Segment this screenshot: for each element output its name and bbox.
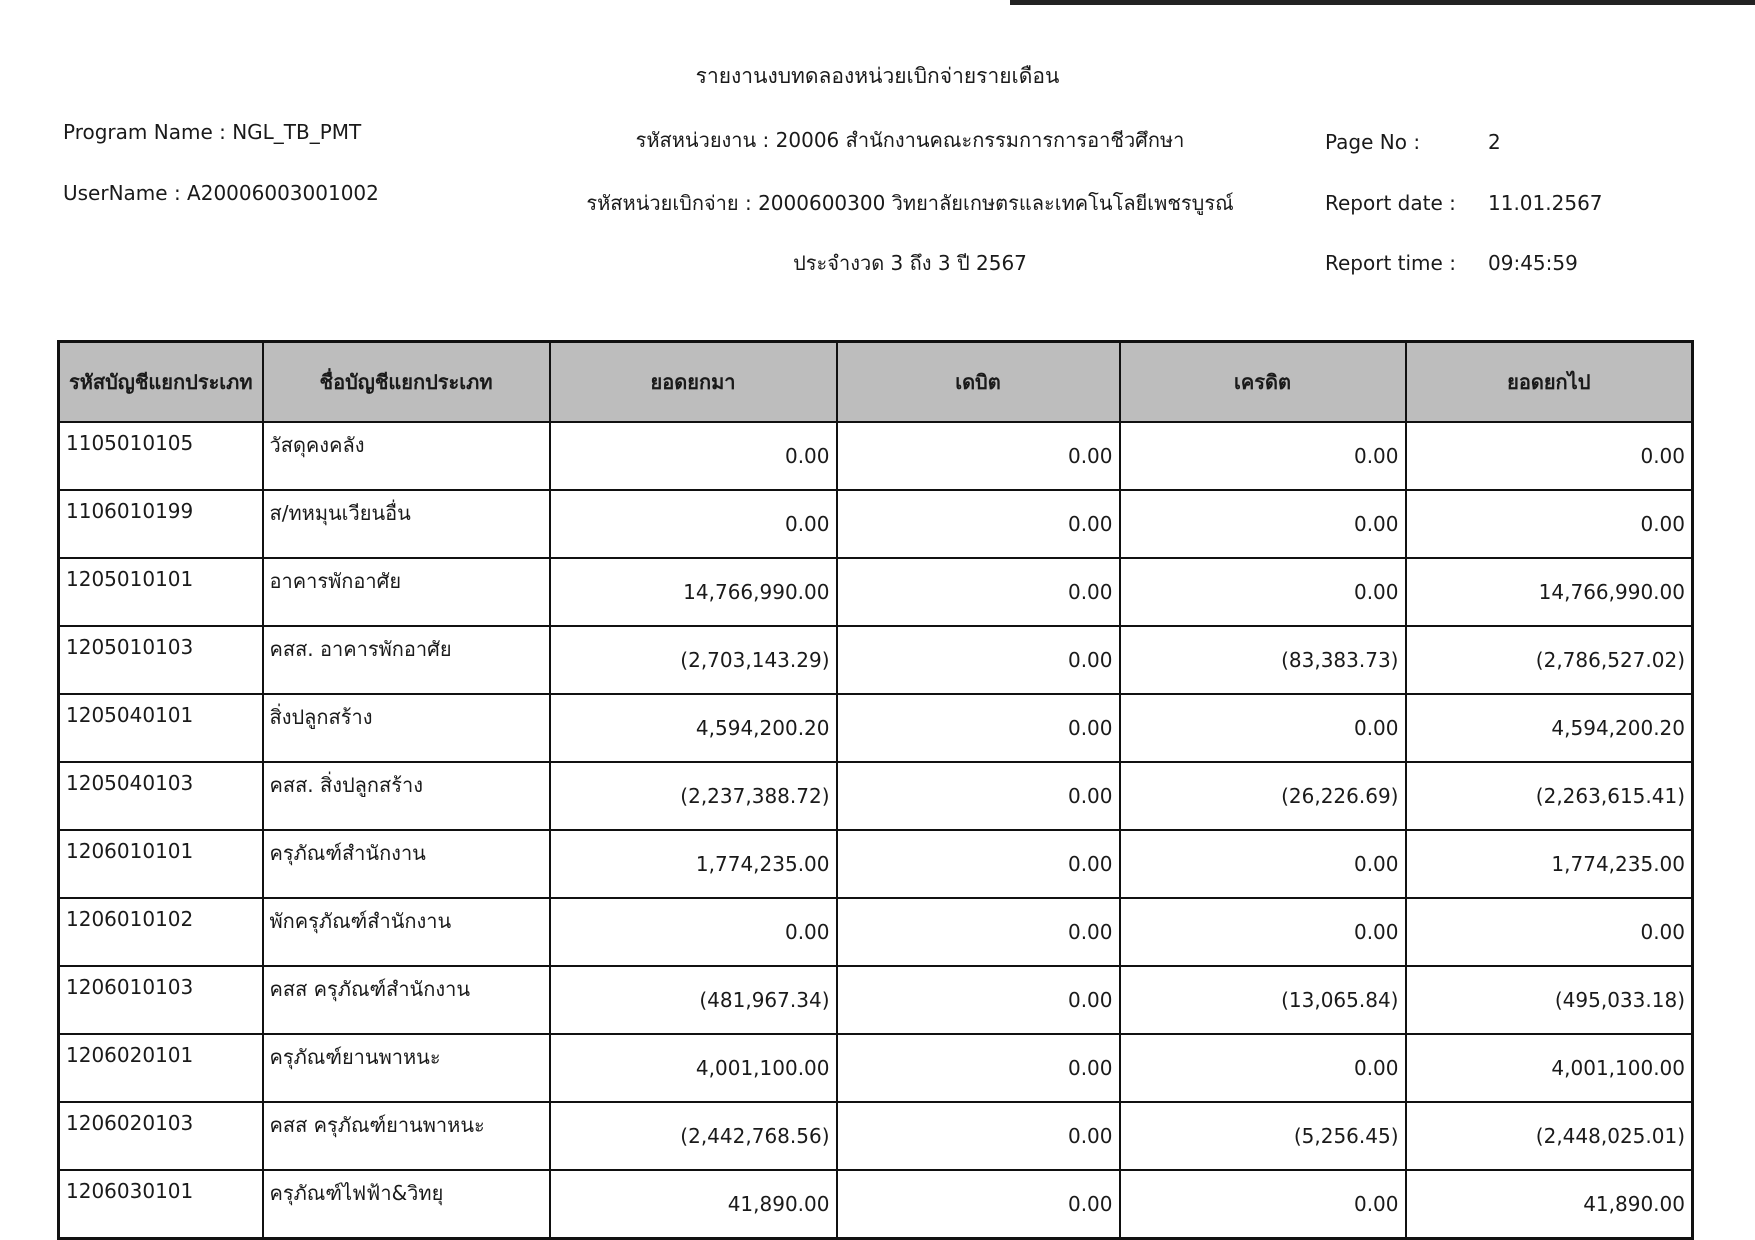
cell-debit: 0.00 <box>837 898 1120 966</box>
table-row <box>59 694 1693 762</box>
cell-brought-forward: 14,766,990.00 <box>550 558 837 626</box>
cell-debit: 0.00 <box>837 762 1120 830</box>
cell-account-name: คสส ครุภัณฑ์สำนักงาน <box>263 966 550 1034</box>
report-date-label: Report date : <box>1325 191 1456 215</box>
cell-account-code: 1105010105 <box>59 422 263 490</box>
cell-credit: 0.00 <box>1120 422 1406 490</box>
cell-account-code: 1206020101 <box>59 1034 263 1102</box>
cell-carried-forward: 0.00 <box>1406 490 1693 558</box>
report-time-value: 09:45:59 <box>1488 251 1578 275</box>
table-row <box>59 422 1693 490</box>
unit-code: รหัสหน่วยงาน : 20006 สำนักงานคณะกรรมการการอาชีวศึกษา <box>635 128 1185 152</box>
header-credit: เครดิต <box>1120 342 1406 423</box>
cell-account-code: 1106010199 <box>59 490 263 558</box>
cell-carried-forward: (2,263,615.41) <box>1406 762 1693 830</box>
disbursing-unit: รหัสหน่วยเบิกจ่าย : 2000600300 วิทยาลัยเกษตรและเทคโนโลยีเพชรบูรณ์ <box>586 191 1234 215</box>
cell-credit: (5,256.45) <box>1120 1102 1406 1170</box>
cell-carried-forward: 4,001,100.00 <box>1406 1034 1693 1102</box>
cell-credit: 0.00 <box>1120 830 1406 898</box>
cell-credit: (83,383.73) <box>1120 626 1406 694</box>
cell-account-name: อาคารพักอาศัย <box>263 558 550 626</box>
cell-debit: 0.00 <box>837 422 1120 490</box>
cell-carried-forward: 0.00 <box>1406 422 1693 490</box>
table-row <box>59 966 1693 1034</box>
cell-brought-forward: 0.00 <box>550 422 837 490</box>
cell-credit: 0.00 <box>1120 558 1406 626</box>
cell-brought-forward: (2,237,388.72) <box>550 762 837 830</box>
cell-carried-forward: (2,786,527.02) <box>1406 626 1693 694</box>
cell-account-code: 1205010103 <box>59 626 263 694</box>
cell-credit: (26,226.69) <box>1120 762 1406 830</box>
cell-brought-forward: 0.00 <box>550 898 837 966</box>
table-row <box>59 558 1693 626</box>
header-brought-forward: ยอดยกมา <box>550 342 837 423</box>
table-row <box>59 830 1693 898</box>
report-date-value: 11.01.2567 <box>1488 191 1603 215</box>
cell-credit: 0.00 <box>1120 694 1406 762</box>
cell-debit: 0.00 <box>837 1034 1120 1102</box>
cell-debit: 0.00 <box>837 558 1120 626</box>
cell-account-name: พักครุภัณฑ์สำนักงาน <box>263 898 550 966</box>
cell-brought-forward: (2,703,143.29) <box>550 626 837 694</box>
header-carried-forward: ยอดยกไป <box>1406 342 1693 423</box>
table-row <box>59 1170 1693 1239</box>
cell-account-code: 1206020103 <box>59 1102 263 1170</box>
cell-account-name: ครุภัณฑ์ยานพาหนะ <box>263 1034 550 1102</box>
cell-carried-forward: 41,890.00 <box>1406 1170 1693 1239</box>
table-row <box>59 1034 1693 1102</box>
cell-account-name: ครุภัณฑ์ไฟฟ้า&วิทยุ <box>263 1170 550 1239</box>
table-row <box>59 1102 1693 1170</box>
cell-account-name: คสส. สิ่งปลูกสร้าง <box>263 762 550 830</box>
cell-credit: 0.00 <box>1120 1170 1406 1239</box>
cell-credit: (13,065.84) <box>1120 966 1406 1034</box>
cell-debit: 0.00 <box>837 694 1120 762</box>
cell-account-code: 1205040103 <box>59 762 263 830</box>
report-title: รายงานงบทดลองหน่วยเบิกจ่ายรายเดือน <box>695 64 1060 88</box>
cell-credit: 0.00 <box>1120 490 1406 558</box>
cell-carried-forward: (2,448,025.01) <box>1406 1102 1693 1170</box>
cell-carried-forward: 14,766,990.00 <box>1406 558 1693 626</box>
cell-credit: 0.00 <box>1120 1034 1406 1102</box>
program-name: Program Name : NGL_TB_PMT <box>63 120 362 144</box>
cell-debit: 0.00 <box>837 830 1120 898</box>
cell-account-name: ครุภัณฑ์สำนักงาน <box>263 830 550 898</box>
cell-brought-forward: (481,967.34) <box>550 966 837 1034</box>
cell-brought-forward: 4,001,100.00 <box>550 1034 837 1102</box>
cell-debit: 0.00 <box>837 966 1120 1034</box>
cell-account-name: คสส. อาคารพักอาศัย <box>263 626 550 694</box>
cell-account-name: ส/ทหมุนเวียนอื่น <box>263 490 550 558</box>
table-row <box>59 898 1693 966</box>
header-account-name: ชื่อบัญชีแยกประเภท <box>263 342 550 423</box>
table-row <box>59 762 1693 830</box>
cell-carried-forward: (495,033.18) <box>1406 966 1693 1034</box>
report-time-label: Report time : <box>1325 251 1456 275</box>
cell-carried-forward: 0.00 <box>1406 898 1693 966</box>
trial-balance-table <box>57 340 1694 1240</box>
cell-debit: 0.00 <box>837 1102 1120 1170</box>
cell-account-code: 1206010103 <box>59 966 263 1034</box>
cell-debit: 0.00 <box>837 626 1120 694</box>
table-row <box>59 626 1693 694</box>
cell-account-code: 1206010102 <box>59 898 263 966</box>
cell-account-name: สิ่งปลูกสร้าง <box>263 694 550 762</box>
cell-carried-forward: 1,774,235.00 <box>1406 830 1693 898</box>
table-header-row <box>59 342 1693 423</box>
cell-account-code: 1205010101 <box>59 558 263 626</box>
cell-debit: 0.00 <box>837 490 1120 558</box>
cell-credit: 0.00 <box>1120 898 1406 966</box>
cell-account-name: คสส ครุภัณฑ์ยานพาหนะ <box>263 1102 550 1170</box>
cell-account-code: 1206010101 <box>59 830 263 898</box>
cell-brought-forward: 0.00 <box>550 490 837 558</box>
cell-brought-forward: 41,890.00 <box>550 1170 837 1239</box>
cell-brought-forward: 1,774,235.00 <box>550 830 837 898</box>
table-row <box>59 490 1693 558</box>
top-border-line <box>1010 0 1755 5</box>
user-name: UserName : A20006003001002 <box>63 181 379 205</box>
cell-brought-forward: (2,442,768.56) <box>550 1102 837 1170</box>
page-no-label: Page No : <box>1325 130 1421 154</box>
header-account-code: รหัสบัญชีแยกประเภท <box>59 342 263 423</box>
cell-account-name: วัสดุคงคลัง <box>263 422 550 490</box>
cell-account-code: 1206030101 <box>59 1170 263 1239</box>
cell-account-code: 1205040101 <box>59 694 263 762</box>
report-period: ประจำงวด 3 ถึง 3 ปี 2567 <box>793 251 1027 275</box>
cell-brought-forward: 4,594,200.20 <box>550 694 837 762</box>
page-no-value: 2 <box>1488 130 1501 154</box>
header-debit: เดบิต <box>837 342 1120 423</box>
cell-debit: 0.00 <box>837 1170 1120 1239</box>
cell-carried-forward: 4,594,200.20 <box>1406 694 1693 762</box>
